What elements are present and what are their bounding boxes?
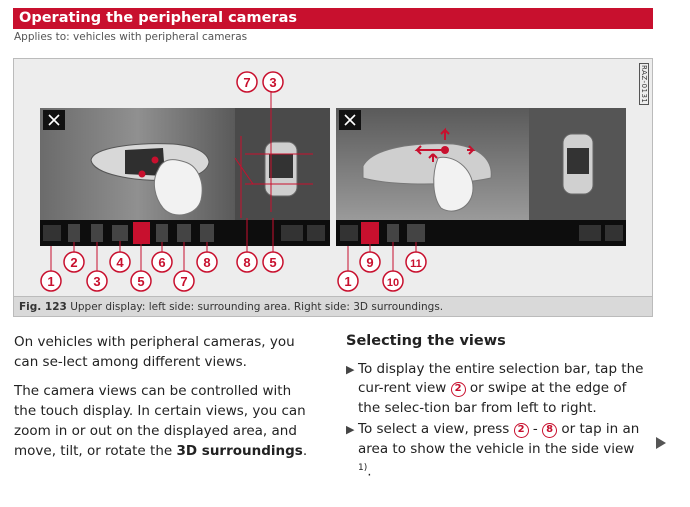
callout-r9: 9	[366, 255, 374, 270]
callout-r1: 1	[344, 274, 352, 289]
body-right-column	[346, 332, 651, 484]
section-title: Operating the peripheral cameras	[13, 8, 653, 29]
step-1-a: To display the entire selection bar, tap the cur-rent view	[358, 360, 644, 396]
step-2-dash: -	[528, 421, 543, 437]
callout-3: 3	[93, 274, 101, 289]
figure-code: RAZ-0131	[640, 65, 648, 104]
step-2-a: To select a view, press	[358, 421, 514, 437]
next-page-arrow-icon[interactable]	[656, 437, 666, 449]
car-side-view	[265, 142, 297, 196]
callout-4: 4	[116, 255, 124, 270]
callout-8: 8	[203, 255, 211, 270]
callout-7top: 7	[243, 75, 251, 90]
callout-1: 1	[47, 274, 55, 289]
touch-text-a: The camera views can be controlled with the touch display. In certain views, you can zoom in or out on the displayed area, and move, tilt, or rotate the	[14, 383, 306, 459]
callout-6: 6	[158, 255, 166, 270]
step-1	[346, 360, 651, 419]
close-icon[interactable]	[43, 110, 65, 130]
callout-r11: 11	[410, 258, 422, 270]
callout-8b: 8	[243, 255, 251, 270]
applies-to-note: Applies to: vehicles with peripheral cameras	[14, 31, 248, 43]
ref-2: 2	[451, 382, 466, 397]
step-1-b: or swipe at the edge of the selec-tion bar from left to right.	[358, 380, 627, 416]
ref-8: 8	[542, 423, 557, 438]
callout-5b: 5	[269, 255, 277, 270]
ref-2b: 2	[514, 423, 529, 438]
body-left-column	[14, 332, 314, 470]
left-display	[40, 88, 330, 246]
figure-illustration	[13, 58, 653, 297]
selecting-views-heading: Selecting the views	[346, 333, 506, 349]
steps-list	[346, 360, 651, 483]
footnote-ref: 1)	[358, 463, 368, 473]
touch-text-bold: 3D surroundings	[176, 443, 303, 459]
callout-2: 2	[70, 255, 78, 270]
callout-5: 5	[137, 274, 145, 289]
callout-r10: 10	[386, 277, 400, 289]
intro-paragraph: On vehicles with peripheral cameras, you can se-lect among different views.	[14, 334, 295, 370]
callout-3top: 3	[269, 75, 277, 90]
close-icon-right[interactable]	[339, 110, 361, 130]
figure-caption	[13, 297, 653, 317]
callout-7: 7	[180, 274, 188, 289]
touch-paragraph	[14, 381, 314, 461]
figure-caption-text: Upper display: left side: surrounding area. Right side: 3D surroundings.	[70, 301, 444, 313]
bullet-icon: ▶	[346, 423, 355, 436]
bullet-icon: ▶	[346, 362, 355, 376]
step-2-b: or tap in an area to show the vehicle in the side view	[358, 421, 640, 457]
touch-text-end: .	[302, 443, 308, 459]
figure-caption-label: Fig. 123	[19, 301, 67, 313]
step-2-end: .	[367, 463, 372, 480]
step-2	[346, 420, 651, 482]
right-display	[336, 108, 626, 246]
